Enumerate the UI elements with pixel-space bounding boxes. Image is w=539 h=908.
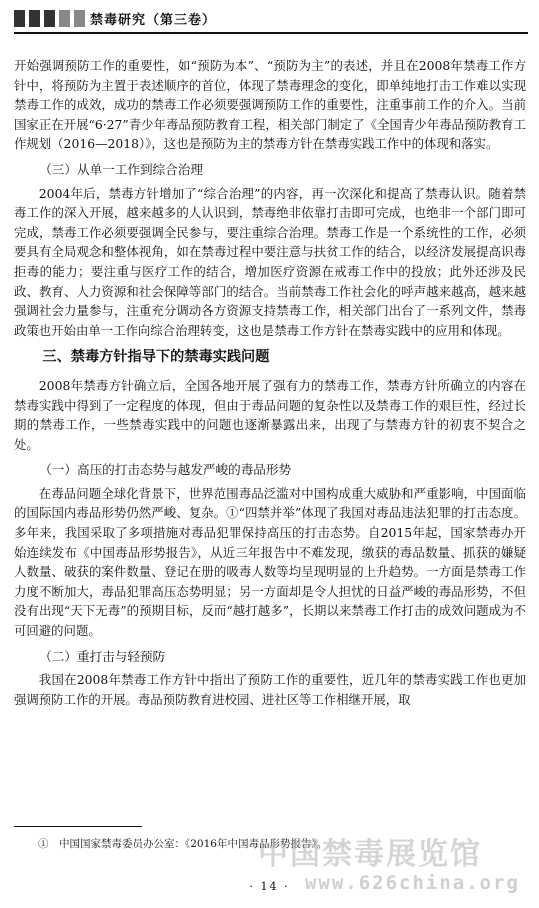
subsection-heading: （三）从单一工作到综合治理 [39, 161, 203, 177]
subsection-heading: （二）重打击与轻预防 [39, 648, 166, 664]
footnote: ① 中国国家禁毒委员办公室：《2016年中国毒品形势报告》。 [38, 838, 328, 850]
footnote-rule [14, 826, 142, 827]
paragraph: 我国在2008年禁毒工作方针中指出了预防工作的重要性，近几年的禁毒实践工作也更加强调预防工作的开展。毒品预防教育进校园、进社区等工作相继开展，取 [14, 672, 526, 707]
paragraph: 开始强调预防工作的重要性，如“预防为本”、“预防为主”的表述，并且在2008年禁毒工作方针中，将预防为主置于表述顺序的首位，体现了禁毒理念的变化，即单纯地打击工作难以实现禁毒工作的成效，成功的禁毒工作必须要强调预防工作的重要性，注重事前工作的介入。当前国家正在开展“6·27”青少年毒品预防教育工程，相关部门制定了《全国青少年毒品预防教育工作规划（2016—2018）》，这也是预防为主的禁毒方针在禁毒实践工作中的体现和落实。 [14, 58, 526, 152]
running-header [14, 6, 528, 34]
paragraph: 2004年后，禁毒方针增加了“综合治理”的内容，再一次深化和提高了禁毒认识。随着禁毒工作的深入开展，越来越多的人认识到，禁毒绝非依靠打击即可完成，也绝非一个部门即可完成，禁毒工作必须要强调全民参与，要注重综合治理。禁毒工作是一个系统性的工作，必须要具有全局观念和整体视角，如在禁毒过程中要注意与扶贫工作的结合，以经济发展提高识毒拒毒的能力；要注重与医疗工作的结合，增加医疗资源在戒毒工作中的投放；此外还涉及民政、教育、人力资源和社会保障等部门的结合。当前禁毒工作社会化的呼声越来越高，越来越强调社会力量参与，注重充分调动各方资源支持禁毒工作，相关部门出台了一系列文件，禁毒政策也开始由单一工作向综合治理转变，这也是禁毒工作方针在禁毒实践中的应用和体现。 [14, 185, 526, 338]
watermark-title: 中国禁毒展览馆 [258, 837, 482, 872]
subsection-heading: （一）高压的打击态势与越发严峻的毒品形势 [39, 462, 292, 478]
page-number: · 14 · [249, 880, 290, 893]
paragraph: 在毒品问题全球化背景下，世界范围毒品泛滥对中国构成重大威胁和严重影响，中国面临的国际国内毒品形势仍然严峻、复杂。①“四禁并举”体现了我国对毒品违法犯罪的打击态度。多年来，我国采取了多项措施对毒品犯罪保持高压的打击态势。自2015年起，国家禁毒办开始连续发布《中国毒品形势报告》，从近三年报告中不难发现，缴获的毒品数量、抓获的嫌疑人数量、破获的案件数量、登记在册的吸毒人数等均呈现明显的上升趋势。一方面是禁毒工作力度不断加大，毒品犯罪高压态势明显；另一方面却是令人担忧的日益严峻的毒品形势，不但没有出现“天下无毒”的预期目标，反而“越打越多”，长期以来禁毒工作打击的成效问题成为不可回避的问题。 [14, 485, 526, 639]
section-heading: 三、禁毒方针指导下的禁毒实践问题 [42, 349, 270, 366]
watermark-url: www.626china.org [304, 872, 520, 894]
paragraph: 2008年禁毒方针确立后，全国各地开展了强有力的禁毒工作，禁毒方针所确立的内容在禁毒实践中得到了一定程度的体现，但由于毒品问题的复杂性以及禁毒工作的艰巨性，经过长期的禁毒工作，一些禁毒实践中的问题也逐渐暴露出来，出现了与禁毒方针的初衷不契合之处。 [14, 377, 526, 452]
header-title: 禁毒研究（第三卷） [90, 13, 217, 28]
page-body [14, 56, 526, 709]
header-decoration-bars [14, 10, 85, 27]
